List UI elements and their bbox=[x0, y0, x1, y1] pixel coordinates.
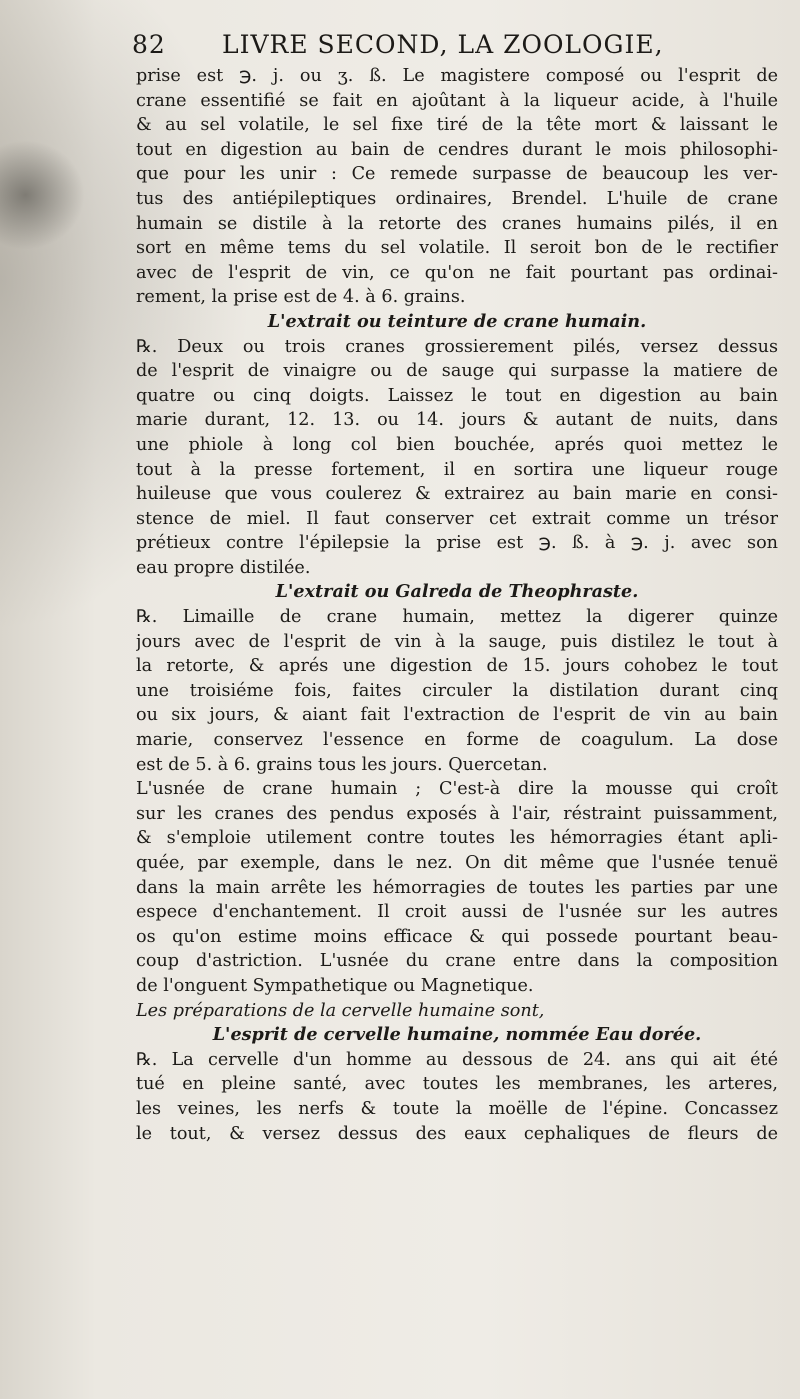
text-line: tout à la presse fortement, il en sortira une liqueur rouge bbox=[136, 459, 778, 480]
text-line: sort en même tems du sel volatile. Il seroit bon de le rectifier bbox=[136, 238, 778, 259]
running-header bbox=[132, 30, 772, 66]
page-number: 82 bbox=[132, 30, 166, 59]
page-stain bbox=[0, 140, 85, 250]
text-line: quée, par exemple, dans le nez. On dit même que l'usnée tenuë bbox=[136, 853, 778, 873]
text-line: huileuse que vous coulerez & extrairez au bain marie en consi- bbox=[136, 484, 778, 505]
text-line: os qu'on estime moins efficace & qui possede pourtant beau- bbox=[136, 926, 778, 947]
section-heading: L'extrait ou teinture de crane humain. bbox=[267, 310, 647, 332]
text-line: ℞. Limaille de crane humain, mettez la digerer quinze bbox=[136, 607, 778, 628]
text-line: & au sel volatile, le sel fixe tiré de la tête mort & laissant le bbox=[136, 115, 778, 136]
text-line: prise est ℈. j. ou ʒ. ß. Le magistere composé ou l'esprit de bbox=[136, 66, 778, 86]
text-line: une phiole à long col bien bouchée, aprés quoi mettez le bbox=[136, 434, 778, 455]
running-title: LIVRE SECOND, LA ZOOLOGIE, bbox=[222, 30, 664, 59]
text-line: quatre ou cinq doigts. Laissez le tout en digestion au bain bbox=[136, 385, 778, 406]
text-line: tus des antiépileptiques ordinaires, Brendel. L'huile de crane bbox=[136, 188, 778, 209]
section-heading: L'esprit de cervelle humaine, nommée Eau dorée. bbox=[212, 1024, 702, 1046]
text-line: jours avec de l'esprit de vin à la sauge, puis distilez le tout à bbox=[136, 631, 778, 652]
text-line: ℞. Deux ou trois cranes grossierement pilés, versez dessus bbox=[136, 336, 778, 357]
text-line: humain se distile à la retorte des cranes humains pilés, il en bbox=[136, 213, 778, 234]
body-text bbox=[136, 64, 778, 1146]
text-line: stence de miel. Il faut conserver cet extrait comme un trésor bbox=[136, 508, 778, 529]
text-line: crane essentifié se fait en ajoûtant à la liqueur acide, à l'huile bbox=[136, 90, 778, 111]
text-line: de l'onguent Sympathetique ou Magnetique. bbox=[136, 975, 534, 996]
text-line: que pour les unir : Ce remede surpasse de beaucoup les ver- bbox=[136, 164, 778, 185]
text-line: les veines, les nerfs & toute la moëlle de l'épine. Concassez bbox=[136, 1098, 778, 1119]
text-line: marie durant, 12. 13. ou 14. jours & autant de nuits, dans bbox=[136, 410, 778, 431]
text-line: de l'esprit de vinaigre ou de sauge qui surpasse la matiere de bbox=[136, 361, 778, 382]
text-line: prétieux contre l'épilepsie la prise est ℈. ß. à ℈. j. avec son bbox=[136, 533, 778, 554]
text-line: le tout, & versez dessus des eaux cephaliques de fleurs de bbox=[136, 1123, 778, 1144]
text-line: sur les cranes des pendus exposés à l'air, réstraint puissamment, bbox=[136, 803, 778, 824]
text-line: dans la main arrête les hémorragies de toutes les parties par une bbox=[136, 877, 778, 898]
text-line: L'usnée de crane humain ; C'est-à dire la mousse qui croît bbox=[136, 779, 778, 800]
text-line: tué en pleine santé, avec toutes les membranes, les arteres, bbox=[136, 1074, 778, 1095]
text-line: tout en digestion au bain de cendres durant le mois philosophi- bbox=[136, 139, 778, 160]
section-heading: L'extrait ou Galreda de Theophraste. bbox=[275, 581, 639, 603]
text-line: avec de l'esprit de vin, ce qu'on ne fait pourtant pas ordinai- bbox=[136, 262, 778, 283]
text-line: rement, la prise est de 4. à 6. grains. bbox=[136, 287, 466, 308]
text-line: espece d'enchantement. Il croit aussi de l'usnée sur les autres bbox=[136, 902, 778, 923]
text-line: & s'emploie utilement contre toutes les hémorragies étant apli- bbox=[136, 828, 778, 849]
text-line: ou six jours, & aiant fait l'extraction de l'esprit de vin au bain bbox=[136, 705, 778, 726]
text-line: ℞. La cervelle d'un homme au dessous de 24. ans qui ait été bbox=[136, 1049, 778, 1070]
text-line: marie, conservez l'essence en forme de coagulum. La dose bbox=[136, 730, 778, 751]
text-line: Les préparations de la cervelle humaine sont, bbox=[136, 1000, 545, 1021]
text-line: est de 5. à 6. grains tous les jours. Quercetan. bbox=[136, 754, 548, 775]
text-line: coup d'astriction. L'usnée du crane entre dans la composition bbox=[136, 951, 778, 972]
text-line: la retorte, & aprés une digestion de 15. jours cohobez le tout bbox=[136, 656, 778, 677]
text-line: eau propre distilée. bbox=[136, 557, 311, 578]
text-line: une troisiéme fois, faites circuler la distilation durant cinq bbox=[136, 680, 778, 701]
